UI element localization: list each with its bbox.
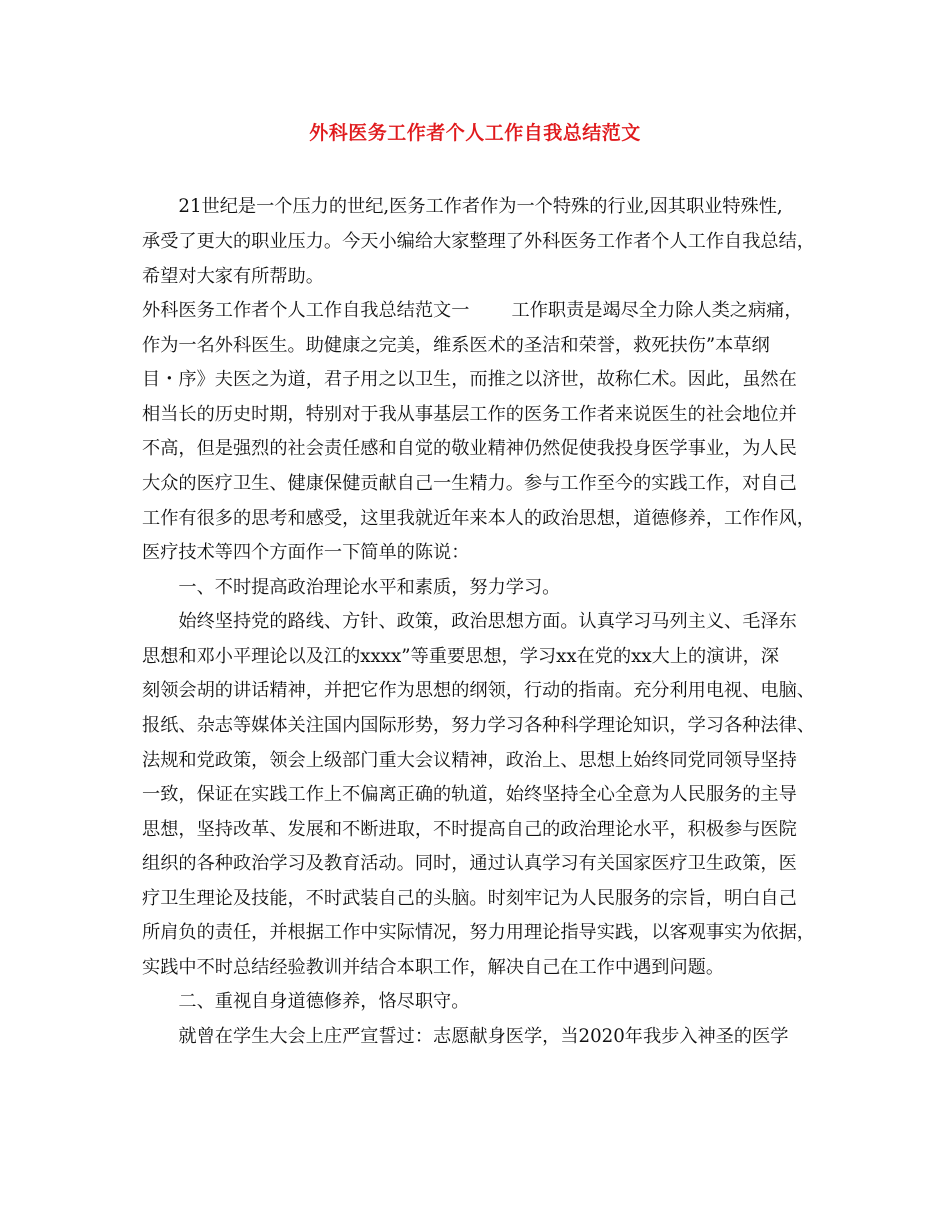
paragraph-line-3: 希望对大家有所帮助。 xyxy=(142,266,324,287)
paragraph-line-22: 实践中不时总结经验教训并结合本职工作，解决自己在工作中遇到问题。 xyxy=(142,957,725,978)
paragraph-line-8: 不高，但是强烈的社会责任感和自觉的敬业精神仍然促使我投身医学事业，为人民 xyxy=(142,438,797,459)
paragraph-line-20: 疗卫生理论及技能，不时武装自己的头脑。时刻牢记为人民服务的宗旨，明白自己 xyxy=(142,888,797,909)
paragraph-line-21: 所肩负的责任，并根据工作中实际情况，努力用理论指导实践，以客观事实为依据， xyxy=(142,922,815,943)
section-heading-1: 一、不时提高政治理论水平和素质，努力学习。 xyxy=(142,577,561,598)
paragraph-line-1: 21世纪是一个压力的世纪,医务工作者作为一个特殊的行业,因其职业特殊性, xyxy=(142,196,783,217)
paragraph-line-15: 报纸、杂志等媒体关注国内国际形势，努力学习各种科学理论知识，学习各种法律、 xyxy=(142,715,815,736)
paragraph-line-17: 一致，保证在实践工作上不偏离正确的轨道，始终坚持全心全意为人民服务的主导 xyxy=(142,784,797,805)
paragraph-line-23: 就曾在学生大会上庄严宣誓过：志愿献身医学，当2020年我步入神圣的医学 xyxy=(142,1026,789,1047)
paragraph-line-12: 始终坚持党的路线、方针、政策，政治思想方面。认真学习马列主义、毛泽东 xyxy=(142,611,797,632)
paragraph-line-14: 刻领会胡的讲话精神，并把它作为思想的纲领，行动的指南。充分利用电视、电脑、 xyxy=(142,680,815,701)
paragraph-line-9: 大众的医疗卫生、健康保健贡献自己一生精力。参与工作至今的实践工作，对自己 xyxy=(142,473,797,494)
paragraph-line-16: 法规和党政策，领会上级部门重大会议精神，政治上、思想上始终同党同领导坚持 xyxy=(142,750,797,771)
paragraph-line-19: 组织的各种政治学习及教育活动。同时，通过认真学习有关国家医疗卫生政策，医 xyxy=(142,853,797,874)
document-title: 外科医务工作者个人工作自我总结范文 xyxy=(309,122,641,144)
paragraph-line-6: 目・序》夫医之为道，君子用之以卫生，而推之以济世，故称仁术。因此，虽然在 xyxy=(142,369,797,390)
paragraph-line-2: 承受了更大的职业压力。今天小编给大家整理了外科医务工作者个人工作自我总结， xyxy=(142,231,815,252)
paragraph-line-18: 思想，坚持改革、发展和不断进取，不时提高自己的政治理论水平，积极参与医院 xyxy=(142,819,797,840)
paragraph-line-10: 工作有很多的思考和感受，这里我就近年来本人的政治思想，道德修养，工作作风， xyxy=(142,508,815,529)
paragraph-line-4: 外科医务工作者个人工作自我总结范文一 工作职责是竭尽全力除人类之病痛， xyxy=(142,300,803,321)
section-heading-2: 二、重视自身道德修养，恪尽职守。 xyxy=(142,991,470,1012)
paragraph-line-7: 相当长的历史时期，特别对于我从事基层工作的医务工作者来说医生的社会地位并 xyxy=(142,404,797,425)
paragraph-line-5: 作为一名外科医生。助健康之完美，维系医术的圣洁和荣誉，救死扶伤”本草纲 xyxy=(142,335,770,356)
paragraph-line-11: 医疗技术等四个方面作一下简单的陈说： xyxy=(142,542,470,563)
paragraph-line-13: 思想和邓小平理论以及江的xxxx”等重要思想，学习xx在党的xx大上的演讲，深 xyxy=(142,646,779,667)
